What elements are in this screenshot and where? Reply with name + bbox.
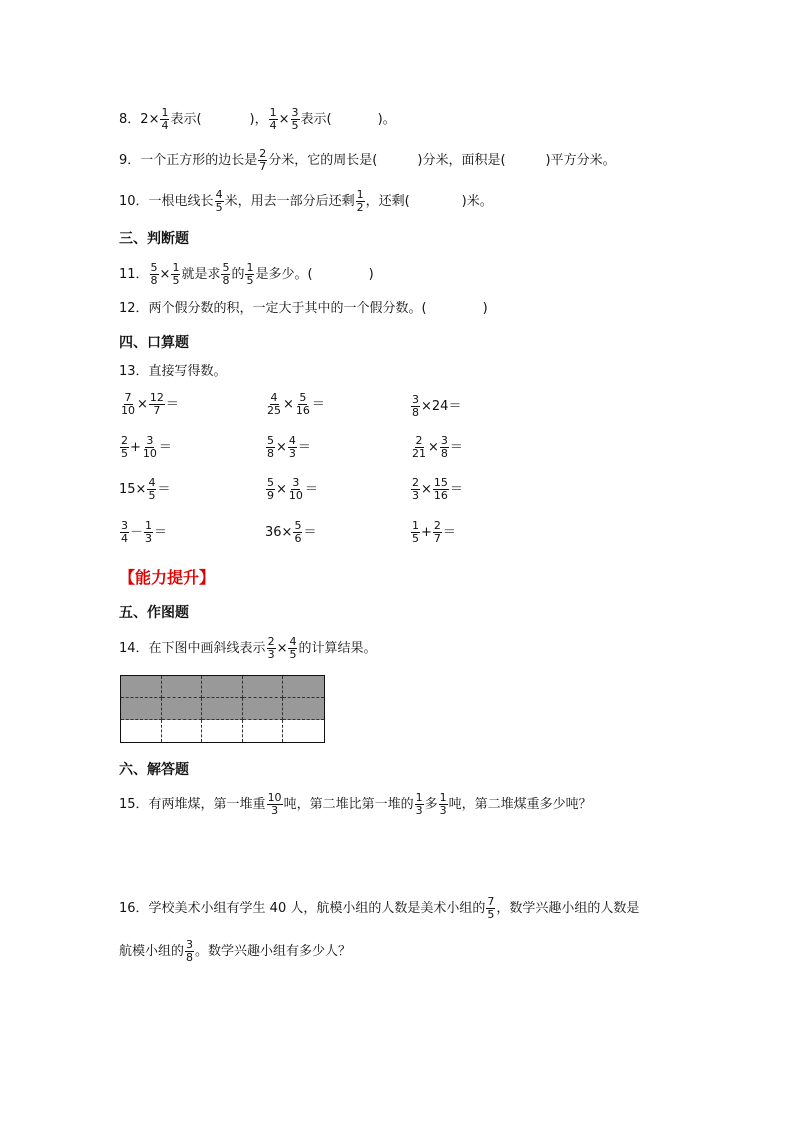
grid-cell[interactable] (121, 698, 162, 720)
fraction: $\frac{1}{5}$ (246, 261, 254, 287)
question-16-line-2: 航模小组的 $\frac{3}{8}$ 。数学兴趣小组有多少人？ (119, 938, 352, 964)
section-heading-judgment: 三、判断题 (119, 231, 189, 247)
calc-item: $\frac{7}{10}$ × $\frac{12}{7}$ ＝ (121, 391, 179, 417)
fraction: $\frac{2}{7}$ (259, 147, 267, 173)
question-number: 10． (119, 194, 149, 209)
grid-cell[interactable] (202, 676, 243, 698)
question-number: 15． (119, 797, 149, 812)
fraction: $\frac{1}{3}$ (439, 791, 447, 817)
question-16-line-1: 16．学校美术小组有学生 40 人，航模小组的人数是美术小组的 $\frac{7}{5}$ ，数学兴趣小组的人数是 (119, 895, 640, 921)
grid-cell[interactable] (202, 698, 243, 720)
fraction: $\frac{4}{5}$ (215, 188, 223, 214)
calc-item: $\frac{3}{4}$ － $\frac{1}{3}$ ＝ (121, 519, 168, 545)
question-number: 16． (119, 901, 149, 916)
grid-cell[interactable] (202, 720, 243, 742)
section-heading-mental-math: 四、口算题 (119, 335, 189, 351)
calc-item: $\frac{2}{5}$ + $\frac{3}{10}$ ＝ (121, 434, 172, 460)
fraction: $\frac{1}{5}$ (172, 261, 180, 287)
question-number: 11． (119, 267, 149, 282)
fraction: $\frac{1}{4}$ (161, 106, 169, 132)
fraction: $\frac{1}{2}$ (356, 188, 364, 214)
question-number: 9． (119, 153, 141, 168)
fraction: $\frac{4}{5}$ (289, 635, 297, 661)
question-number: 14． (119, 641, 149, 656)
fraction: $\frac{5}{8}$ (150, 261, 158, 287)
fraction: $\frac{7}{5}$ (487, 895, 495, 921)
fraction: $\frac{5}{8}$ (222, 261, 230, 287)
grid-cell[interactable] (162, 720, 203, 742)
fraction: $\frac{1}{3}$ (415, 791, 423, 817)
grid-cell[interactable] (162, 676, 203, 698)
grid-cell[interactable] (243, 720, 284, 742)
grid-cell[interactable] (162, 698, 203, 720)
question-number: 13． (119, 364, 149, 379)
calc-item: $\frac{3}{8}$ ×24＝ (412, 393, 462, 419)
question-10: 10．一根电线长 $\frac{4}{5}$ 米，用去一部分后还剩 $\frac{1}{2}$ ，还剩( )米。 (119, 188, 493, 214)
calc-item: 15× $\frac{4}{5}$ ＝ (119, 476, 171, 502)
grid-cell[interactable] (283, 698, 324, 720)
question-12: 12．两个假分数的积，一定大于其中的一个假分数。( ) (119, 301, 488, 316)
question-8: 8．2× $\frac{1}{4}$ 表示( )， $\frac{1}{4}$ × $\frac{3}{5}$ 表示( )。 (119, 106, 396, 132)
question-number: 8． (119, 112, 141, 127)
calc-item: $\frac{2}{21}$ × $\frac{3}{8}$ ＝ (412, 434, 463, 460)
fraction: $\frac{3}{5}$ (291, 106, 299, 132)
fraction: $\frac{1}{4}$ (269, 106, 277, 132)
fraction: $\frac{10}{3}$ (267, 791, 282, 817)
question-14: 14．在下图中画斜线表示 $\frac{2}{3}$ × $\frac{4}{5}$ 的计算结果。 (119, 635, 377, 661)
grid-cell[interactable] (283, 676, 324, 698)
question-15: 15．有两堆煤，第一堆重 $\frac{10}{3}$ 吨，第二堆比第一堆的 $\frac{1}{3}$ 多 $\frac{1}{3}$ 吨，第二堆煤重多少吨？ (119, 791, 592, 817)
calc-item: $\frac{5}{8}$ × $\frac{4}{3}$ ＝ (267, 434, 311, 460)
calc-item: $\frac{2}{3}$ × $\frac{15}{16}$ ＝ (412, 476, 463, 502)
fraction: $\frac{3}{8}$ (186, 938, 194, 964)
grid-cell[interactable] (121, 720, 162, 742)
calc-item: $\frac{1}{5}$ + $\frac{2}{7}$ ＝ (412, 519, 456, 545)
drawing-grid[interactable] (120, 675, 325, 743)
question-number: 12． (119, 301, 149, 316)
grid-cell[interactable] (121, 676, 162, 698)
question-9: 9．一个正方形的边长是 $\frac{2}{7}$ 分米，它的周长是( )分米，面积是( )平方分米。 (119, 147, 616, 173)
question-13: 13．直接写得数。 (119, 364, 227, 379)
grid-cell[interactable] (283, 720, 324, 742)
question-11: 11． $\frac{5}{8}$ × $\frac{1}{5}$ 就是求 $\frac{5}{8}$ 的 $\frac{1}{5}$ 是多少。( ) (119, 261, 374, 287)
grid-cell[interactable] (243, 676, 284, 698)
section-heading-drawing: 五、作图题 (119, 605, 189, 621)
fraction: $\frac{2}{3}$ (267, 635, 275, 661)
calc-item: $\frac{4}{25}$ × $\frac{5}{16}$ ＝ (267, 391, 325, 417)
calc-item: 36× $\frac{5}{6}$ ＝ (265, 519, 317, 545)
ability-improvement-heading: 【能力提升】 (119, 568, 216, 587)
calc-item: $\frac{5}{9}$ × $\frac{3}{10}$ ＝ (267, 476, 318, 502)
grid-cell[interactable] (243, 698, 284, 720)
section-heading-answers: 六、解答题 (119, 762, 189, 778)
